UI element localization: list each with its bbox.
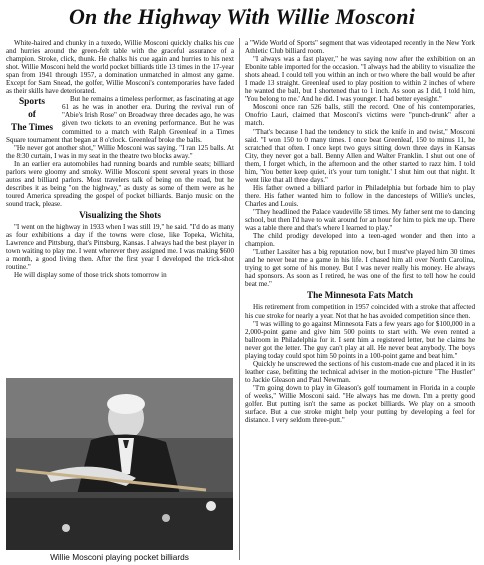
article-paragraph: "I'm going down to play in Gleason's golf tournament in Florida in a couple of weeks," Willie Mosconi said. "He always has me down. I'm a pretty good golfer. But putting isn't the same as pocket billiards. We play on a smooth surface. But a cue stroke might help your putting by developing a feel for distance. I very seldom three-putt." — [245, 383, 475, 425]
article-paragraph: "That's because I had the tendency to stick the knife in and twist," Mosconi said. "I won 150 to 0 many times. I once beat Greenleaf, 150 to minus 11, he scratched that often. I once kept two guys sitting down three days in Kansas City, they never got a ball. Benny Allen and Walter Franklin. I shut out one of them, I forget which, in the afternoon and the other started to razz him. I told him, 'You better keep quiet, it's your turn tonight.' I shut him out that night. It went like that all three days." — [245, 127, 475, 184]
article-paragraph: Quickly he unscrewed the sections of his custom-made cue and placed it in its leather case, befitting the technical adviser in the motion-picture "The Hustler" to Jackie Gleason and Paul Newman. — [245, 359, 475, 384]
column-label — [6, 96, 58, 135]
article-paragraph: a "Wide World of Sports" segment that was videotaped recently in the New York Athletic Club billiard room. — [245, 39, 475, 56]
headline: On the Highway With Willie Mosconi — [68, 4, 416, 29]
column-label-line: of — [28, 110, 36, 121]
subhead: Visualizing the Shots — [79, 209, 161, 220]
article-paragraph: In an earlier era automobiles had running boards and rumble seats; billiard parlors were gloomy and smoky. Willie Mosconi spent several years in those autos and billiard parlors. Most travelers talk of being on the road, but he describes it as being "on the highway," as dusty as some of them were as he toured America spreading the gospel of pocket billiards. Banjo music on the sound track, please. — [6, 159, 234, 208]
article-paragraph: His retirement from competition in 1957 coincided with a stroke that affected his cue stroke for nearly a year. Not that he has avoided competition since then. — [245, 303, 475, 320]
article-paragraph: "He never got another shot," Willie Mosconi was saying. "I ran 125 balls. At the 8:30 curtain, I was in my seat in the theatre two blocks away." — [6, 143, 234, 160]
right-column — [245, 39, 475, 424]
subhead: The Minnesota Fats Match — [307, 290, 413, 301]
column-rule — [239, 38, 240, 560]
left-column — [6, 39, 234, 279]
article-paragraph: "Luther Lassiter has a big reputation now, but I must've played him 30 times and he never beat me a game in his life. I chased him all over North Carolina, trying to get some of his money. But I was never really his money. He always had sponsors. As soon as I retired, he was one of the first to tell how he could beat me." — [245, 248, 475, 289]
intro-paragraph: White-haired and chunky in a tuxedo, Willie Mosconi quickly chalks his cue and hurries around the green-felt table with the graceful assurance of a champion. Stroke, click, thunk. He chalks his cue again and hurries to his next shot. Willie Mosconi held the world pocket billiards title 13 times in the 17-year span from 1941 through 1957, a domination unmatched in almost any game. Except for Sam Snead, the golfer, Willie Mosconi's contemporaries have faded as their skills have deteriorated. — [6, 39, 234, 96]
photo-caption: Willie Mosconi playing pocket billiards — [50, 552, 189, 562]
photo-mosconi-at-table — [6, 378, 233, 550]
article-paragraph: The child prodigy developed into a teen-aged wonder and then into a champion. — [245, 232, 475, 249]
article-paragraph: His father owned a billiard parlor in Philadelphia but forbade him to play there. His father wanted him to follow in the dancesteps of Willie's uncles, Charles and Louis. — [245, 183, 475, 208]
column-label-line: The Times — [10, 123, 54, 134]
article-paragraph: "I always was a fast player," he was saying now after the exhibition on an Ebonite table imported for the occasion. "I always had the ability to visualize the shots ahead. I could tell you within an inch or two where the ball would be after I made 13 straight. Greenleaf used to play position to within 2 inches of where he wanted the ball, but I shortened that to 1 inch. As soon as I did, I told him, 'You belong to me.' And he did. I was younger. I had better eyesight." — [245, 55, 475, 104]
article-paragraph: "I was willing to go against Minnesota Fats a few years ago for $100,000 in a 2,000-point game and give him 500 points to start with. We even rented a ballroom in Philadelphia for it. I sent him a registered letter, but he claims he never got the letter. The guy can't play at all. He never beat anybody. The boys playing today could spot him 50 points in a 100-point game and beat him." — [245, 319, 475, 360]
article-paragraph: He will display some of those trick shots tomorrow in — [14, 271, 167, 280]
column-label-line: Sports — [18, 97, 46, 108]
article-paragraph: Mosconi once ran 526 balls, still the record. One of his contemporaries, Onofrio Lauri, claimed that Mosconi's victims were "punch-drunk" after a match. — [245, 103, 475, 128]
article-paragraph: But he remains a timeless performer, as fascinating at age 61 as he was in another era. During the revival run of "Abie's Irish Rose" on Broadway three decades ago, he was given two tickets to an evening performance. But he was committed to a match with Ralph Greenleaf in a Times Square tournament that began at 8 o'clock. Greenleaf broke the balls. — [6, 95, 234, 144]
article-paragraph: "They headlined the Palace vaudeville 58 times. My father sent me to dancing school, but then I'd have to wait around for an hour for him to pick me up. There was a table there and that's where I learned to play." — [245, 207, 475, 233]
article-paragraph: "I went on the highway in 1933 when I was still 19," he said. "I'd do as many as four exhibitions a day if the towns were close, like Topeka, Wichita, Lawrence and Pittsburg, that's Pittsburg, Kansas. I always had the best player in town waiting to play me. I went wherever they assigned me. I was making $600 a month, a good living then. After the first year I developed the trick-shot routine." — [6, 222, 234, 272]
